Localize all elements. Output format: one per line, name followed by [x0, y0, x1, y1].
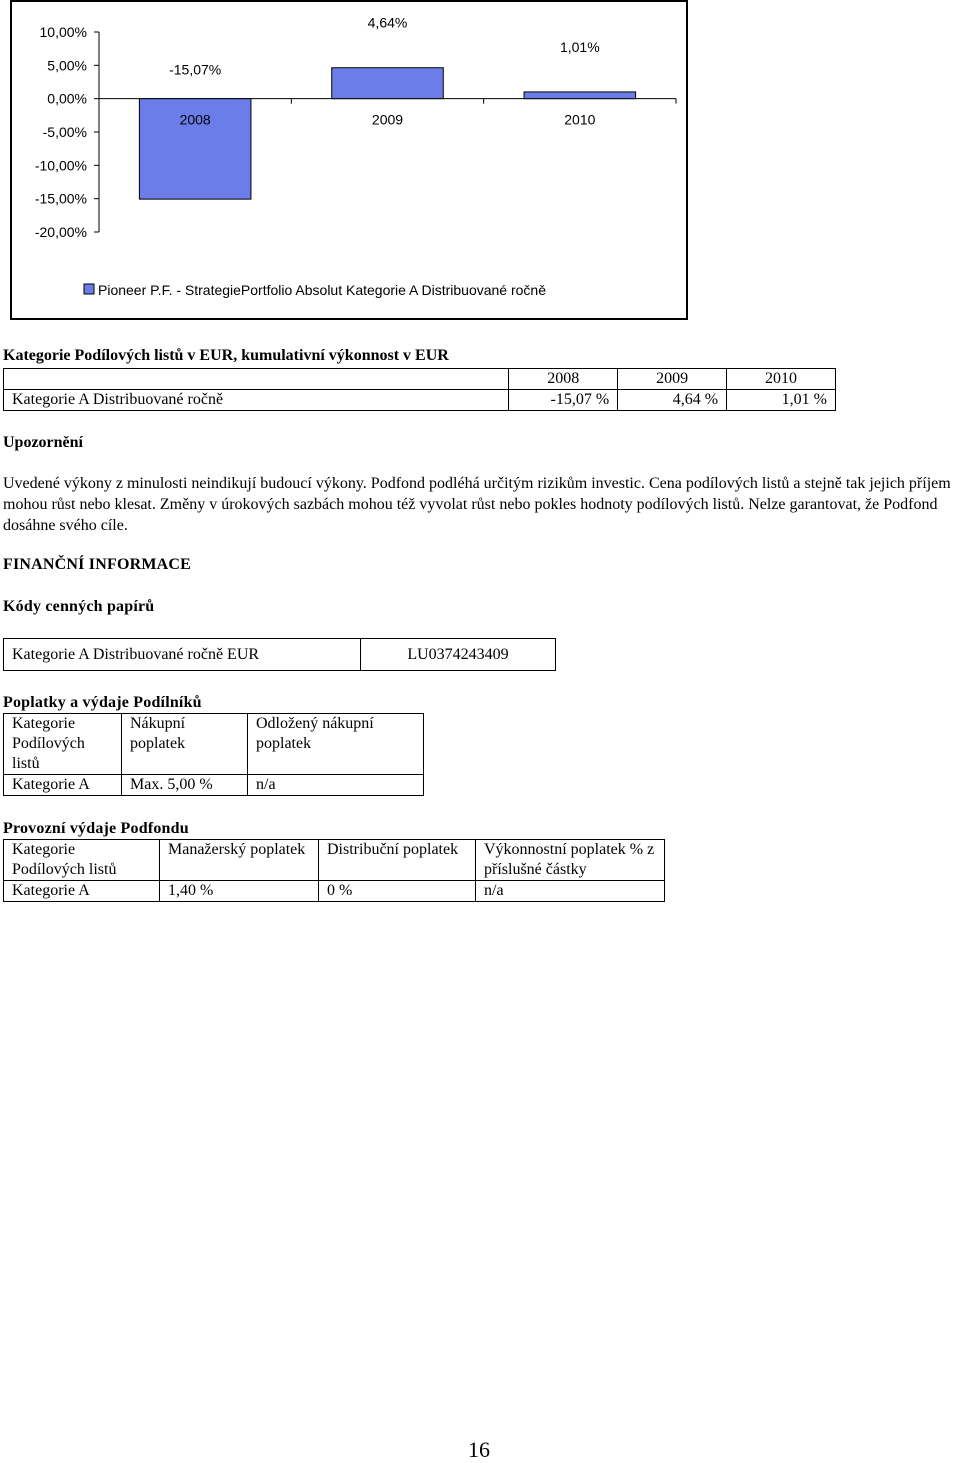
bar [524, 92, 636, 99]
fees-cell: Max. 5,00 % [122, 775, 248, 796]
operating-cell: 1,40 % [160, 881, 319, 902]
y-tick-label: 5,00% [47, 57, 87, 74]
codes-table [3, 638, 556, 671]
year-header: 2010 [727, 369, 836, 390]
operating-cell: n/a [476, 881, 665, 902]
row-value: 1,01 % [727, 390, 836, 411]
category-label: 2009 [371, 111, 404, 128]
performance-chart [10, 0, 688, 320]
code-value: LU0374243409 [361, 639, 556, 671]
fees-cell: n/a [248, 775, 424, 796]
legend-label: Pioneer P.F. - StrategiePortfolio Absolut Kategorie A Distribuované ročně [98, 282, 547, 298]
fees-cell: Kategorie A [4, 775, 122, 796]
codes-title: Kódy cenných papírů [3, 598, 155, 615]
operating-title: Provozní výdaje Podfondu [3, 820, 189, 837]
legend-swatch [84, 284, 94, 294]
data-label: 4,64% [367, 14, 408, 31]
fees-header: Nákupní poplatek [122, 714, 248, 775]
category-label: 2008 [179, 111, 211, 128]
performance-title: Kategorie Podílových listů v EUR, kumulativní výkonnost v EUR [3, 347, 449, 364]
fees-title: Poplatky a výdaje Podílníků [3, 694, 202, 711]
row-value: -15,07 % [509, 390, 618, 411]
operating-header: Distribuční poplatek [319, 840, 476, 881]
performance-table [3, 368, 836, 411]
operating-header: Kategorie Podílových listů [4, 840, 160, 881]
fees-header: Odložený nákupní poplatek [248, 714, 424, 775]
y-tick-label: 0,00% [47, 90, 87, 107]
chart-canvas [12, 2, 688, 320]
y-tick-label: 10,00% [39, 24, 87, 40]
operating-cell: Kategorie A [4, 881, 160, 902]
year-header: 2008 [509, 369, 618, 390]
fees-header: Kategorie Podílových listů [4, 714, 122, 775]
row-value: 4,64 % [618, 390, 727, 411]
y-tick-label: -20,00% [34, 224, 87, 240]
page-number: 16 [468, 1437, 490, 1462]
y-tick-label: -10,00% [34, 157, 87, 174]
empty-cell [4, 369, 509, 390]
operating-cell: 0 % [319, 881, 476, 902]
data-label: -15,07% [169, 61, 222, 78]
operating-header: Manažerský poplatek [160, 840, 319, 881]
y-tick-label: -5,00% [42, 124, 87, 140]
data-label: 1,01% [559, 38, 600, 55]
y-tick-label: -15,00% [34, 190, 87, 207]
operating-table [3, 839, 665, 902]
category-label: 2010 [564, 111, 596, 128]
code-label: Kategorie A Distribuované ročně EUR [4, 639, 361, 671]
financial-title: FINANČNÍ INFORMACE [3, 556, 192, 573]
warning-text: Uvedené výkony z minulosti neindikují budoucí výkony. Podfond podléhá určitým rizikům investic. Cena podílových listů a stejně tak jejich příjem mohou růst nebo klesat. Změny v úrokových sazbách mohou též vyvolat růst nebo pokles hodnoty podílových listů. Nelze garantovat, že Podfond dosáhne svého cíle. [3, 475, 951, 534]
fees-table [3, 713, 424, 796]
warning-title: Upozornění [3, 434, 83, 451]
bar [332, 68, 444, 99]
year-header: 2009 [618, 369, 727, 390]
row-label: Kategorie A Distribuované ročně [4, 390, 509, 411]
operating-header: Výkonnostní poplatek % z příslušné částky [476, 840, 665, 881]
